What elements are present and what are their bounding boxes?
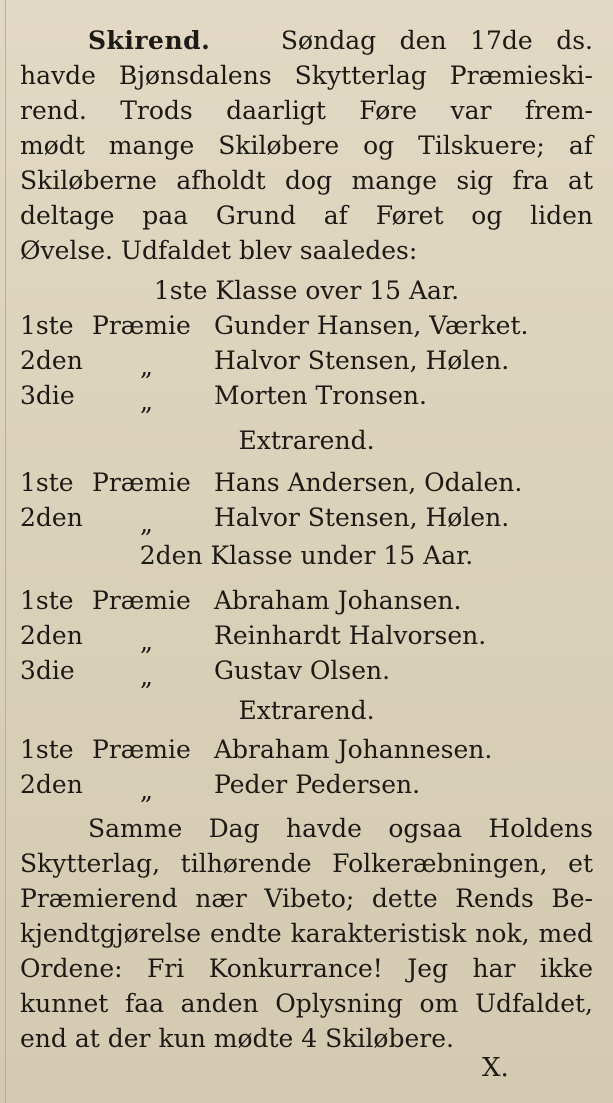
intro-line-7: Øvelse. Udfaldet blev saaledes: bbox=[20, 236, 418, 265]
result-name: Abraham Johansen. bbox=[214, 586, 462, 615]
result-place: 1ste bbox=[20, 468, 74, 497]
article-title: Skirend. bbox=[88, 26, 211, 55]
result-label: Præmie bbox=[92, 586, 191, 615]
result-place: 3die bbox=[20, 381, 75, 410]
result-label: „ bbox=[140, 352, 153, 381]
result-place: 2den bbox=[20, 621, 83, 650]
closing-line-7: end at der kun mødte 4 Skiløbere. bbox=[20, 1024, 454, 1053]
section-heading: Extrarend. bbox=[238, 426, 375, 455]
result-place: 2den bbox=[20, 770, 83, 799]
intro-text: Søndag den 17de ds. bbox=[280, 26, 593, 55]
closing-line-2: Skytterlag, tilhørende Folkeræbningen, et bbox=[20, 849, 593, 878]
result-name: Gustav Olsen. bbox=[214, 656, 391, 685]
result-label: „ bbox=[140, 387, 153, 416]
result-place: 1ste bbox=[20, 586, 74, 615]
result-name: Halvor Stensen, Hølen. bbox=[214, 503, 510, 532]
result-label: Præmie bbox=[92, 468, 191, 497]
result-name: Peder Pedersen. bbox=[214, 770, 421, 799]
result-name: Gunder Hansen, Værket. bbox=[214, 311, 529, 340]
result-label: Præmie bbox=[92, 311, 191, 340]
result-label: „ bbox=[140, 509, 153, 538]
intro-line-6: deltage paa Grund af Føret og liden bbox=[20, 201, 593, 230]
result-place: 2den bbox=[20, 346, 83, 375]
intro-line-2: havde Bjønsdalens Skytterlag Præmieski- bbox=[20, 61, 593, 90]
result-label: Præmie bbox=[92, 735, 191, 764]
intro-line-5: Skiløberne afholdt dog mange sig fra at bbox=[20, 166, 593, 195]
result-label: „ bbox=[140, 662, 153, 691]
intro-line-3: rend. Trods daarligt Føre var frem- bbox=[20, 96, 593, 125]
result-place: 2den bbox=[20, 503, 83, 532]
closing-line-6: kunnet faa anden Oplysning om Udfaldet, bbox=[20, 989, 593, 1018]
result-name: Reinhardt Halvorsen. bbox=[214, 621, 487, 650]
section-heading: 1ste Klasse over 15 Aar. bbox=[153, 276, 460, 305]
result-place: 3die bbox=[20, 656, 75, 685]
closing-line-3: Præmierend nær Vibeto; dette Rends Be- bbox=[20, 884, 593, 913]
signature: X. bbox=[482, 1053, 509, 1083]
closing-line-4: kjendtgjørelse endte karakteristisk nok, med bbox=[20, 919, 593, 948]
intro-line-1 bbox=[88, 24, 593, 58]
section-heading: 2den Klasse under 15 Aar. bbox=[139, 541, 474, 570]
result-place: 1ste bbox=[20, 735, 74, 764]
result-name: Morten Tronsen. bbox=[214, 381, 427, 410]
result-name: Halvor Stensen, Hølen. bbox=[214, 346, 510, 375]
result-name: Hans Andersen, Odalen. bbox=[214, 468, 523, 497]
closing-line-5: Ordene: Fri Konkurrance! Jeg har ikke bbox=[20, 954, 593, 983]
result-name: Abraham Johannesen. bbox=[214, 735, 493, 764]
section-heading: Extrarend. bbox=[238, 696, 375, 725]
intro-line-4: mødt mange Skiløbere og Tilskuere; af bbox=[20, 131, 593, 160]
result-label: „ bbox=[140, 776, 153, 805]
closing-line-1: Samme Dag havde ogsaa Holdens bbox=[88, 814, 593, 843]
result-place: 1ste bbox=[20, 311, 74, 340]
result-label: „ bbox=[140, 627, 153, 656]
